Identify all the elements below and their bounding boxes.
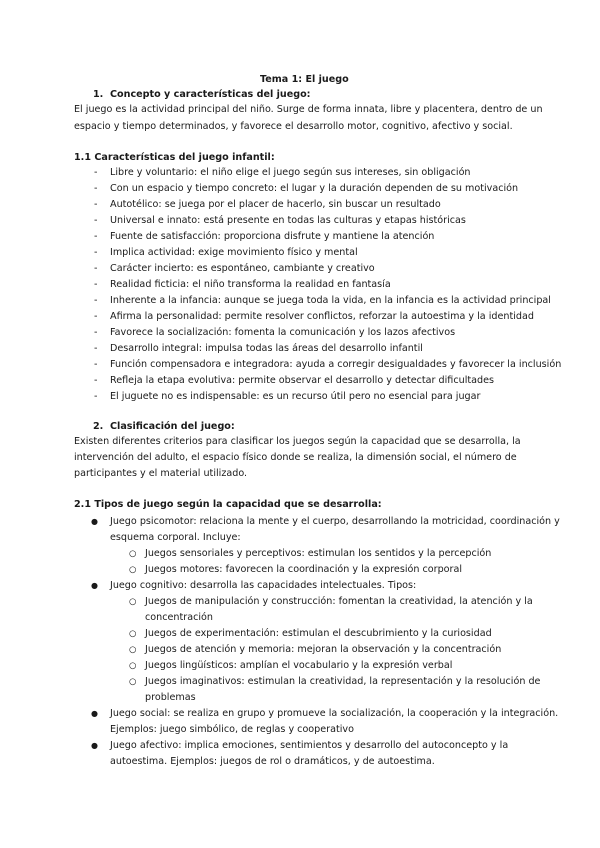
sub-list-item-continuation: problemas [145,692,196,703]
sub-bullet-marker: ○ [129,565,137,575]
dash-marker: - [94,391,98,402]
sub-list-item: Juegos de experimentación: estimulan el descubrimiento y la curiosidad [145,628,492,639]
list-item: Favorece la socialización: fomenta la comunicación y los lazos afectivos [110,327,456,338]
sub-list-item-continuation: concentración [145,612,213,623]
list-item-continuation: esquema corporal. Incluye: [110,532,241,543]
bullet-marker: ● [91,581,98,590]
sub-bullet-marker: ○ [129,549,137,559]
sub-list-item: Juegos motores: favorecen la coordinación y la expresión corporal [145,564,463,575]
dash-marker: - [94,327,98,338]
list-item: Libre y voluntario: el niño elige el juego según sus intereses, sin obligación [110,167,471,178]
sub-list-item: Juegos de atención y memoria: mejoran la observación y la concentración [145,644,502,655]
dash-marker: - [94,375,98,386]
list-item: Universal e innato: está presente en todas las culturas y etapas históricas [110,215,466,226]
bullet-marker: ● [91,741,98,750]
section-1-number: 1. [93,89,104,100]
list-item: Refleja la etapa evolutiva: permite observar el desarrollo y detectar dificultades [110,375,494,386]
list-item-continuation: Ejemplos: juego simbólico, de reglas y cooperativo [110,724,354,735]
dash-marker: - [94,263,98,274]
list-item: Implica actividad: exige movimiento físico y mental [110,247,358,258]
bullet-marker: ● [91,709,98,718]
sub-list-item: Juegos de manipulación y construcción: fomentan la creatividad, la atención y la [145,596,533,607]
list-item: Inherente a la infancia: aunque se juega toda la vida, en la infancia es la actividad principal [110,295,551,306]
section-2-1-heading: 2.1 Tipos de juego según la capacidad que se desarrolla: [74,499,382,510]
dash-marker: - [94,215,98,226]
list-item: Juego afectivo: implica emociones, sentimientos y desarrollo del autoconcepto y la [110,740,509,751]
list-item: Carácter incierto: es espontáneo, cambiante y creativo [110,263,375,274]
dash-marker: - [94,311,98,322]
list-item: Fuente de satisfacción: proporciona disfrute y mantiene la atención [110,231,435,242]
bullet-marker: ● [91,517,98,526]
sub-bullet-marker: ○ [129,597,137,607]
document-title: Tema 1: El juego [260,74,349,85]
paragraph-line: El juego es la actividad principal del niño. Surge de forma innata, libre y placentera, dentro de un [74,104,543,115]
list-item: Juego cognitivo: desarrolla las capacidades intelectuales. Tipos: [110,580,417,591]
dash-marker: - [94,183,98,194]
dash-marker: - [94,247,98,258]
list-item: Juego psicomotor: relaciona la mente y el cuerpo, desarrollando la motricidad, coordinación y [110,516,560,527]
dash-marker: - [94,231,98,242]
section-2-number: 2. [93,421,104,432]
sub-list-item: Juegos sensoriales y perceptivos: estimulan los sentidos y la percepción [145,548,492,559]
dash-marker: - [94,343,98,354]
paragraph-line: participantes y el material utilizado. [74,468,248,479]
list-item: Afirma la personalidad: permite resolver conflictos, reforzar la autoestima y la identidad [110,311,534,322]
list-item: Con un espacio y tiempo concreto: el lugar y la duración dependen de su motivación [110,183,519,194]
sub-bullet-marker: ○ [129,629,137,639]
list-item: Función compensadora e integradora: ayuda a corregir desigualdades y favorecer la inclusión [110,359,562,370]
paragraph-line: Existen diferentes criterios para clasificar los juegos según la capacidad que se desarrolla, la [74,436,521,447]
dash-marker: - [94,199,98,210]
sub-bullet-marker: ○ [129,677,137,687]
list-item: Desarrollo integral: impulsa todas las áreas del desarrollo infantil [110,343,423,354]
paragraph-line: espacio y tiempo determinados, y favorece el desarrollo motor, cognitivo, afectivo y social. [74,121,513,132]
dash-marker: - [94,279,98,290]
sub-bullet-marker: ○ [129,661,137,671]
section-1-heading: Concepto y características del juego: [110,89,311,100]
section-1-1-heading: 1.1 Características del juego infantil: [74,152,275,163]
sub-bullet-marker: ○ [129,645,137,655]
section-2-heading: Clasificación del juego: [110,421,235,432]
list-item-continuation: autoestima. Ejemplos: juegos de rol o dramáticos, y de autoestima. [110,756,435,767]
list-item: Autotélico: se juega por el placer de hacerlo, sin buscar un resultado [110,199,441,210]
sub-list-item: Juegos imaginativos: estimulan la creatividad, la representación y la resolución de [145,676,541,687]
sub-list-item: Juegos lingüísticos: amplían el vocabulario y la expresión verbal [145,660,453,671]
list-item: Juego social: se realiza en grupo y promueve la socialización, la cooperación y la integración. [110,708,559,719]
paragraph-line: intervención del adulto, el espacio físico donde se realiza, la dimensión social, el número de [74,452,517,463]
dash-marker: - [94,295,98,306]
list-item: El juguete no es indispensable: es un recurso útil pero no esencial para jugar [110,391,481,402]
list-item: Realidad ficticia: el niño transforma la realidad en fantasía [110,279,391,290]
dash-marker: - [94,167,98,178]
dash-marker: - [94,359,98,370]
